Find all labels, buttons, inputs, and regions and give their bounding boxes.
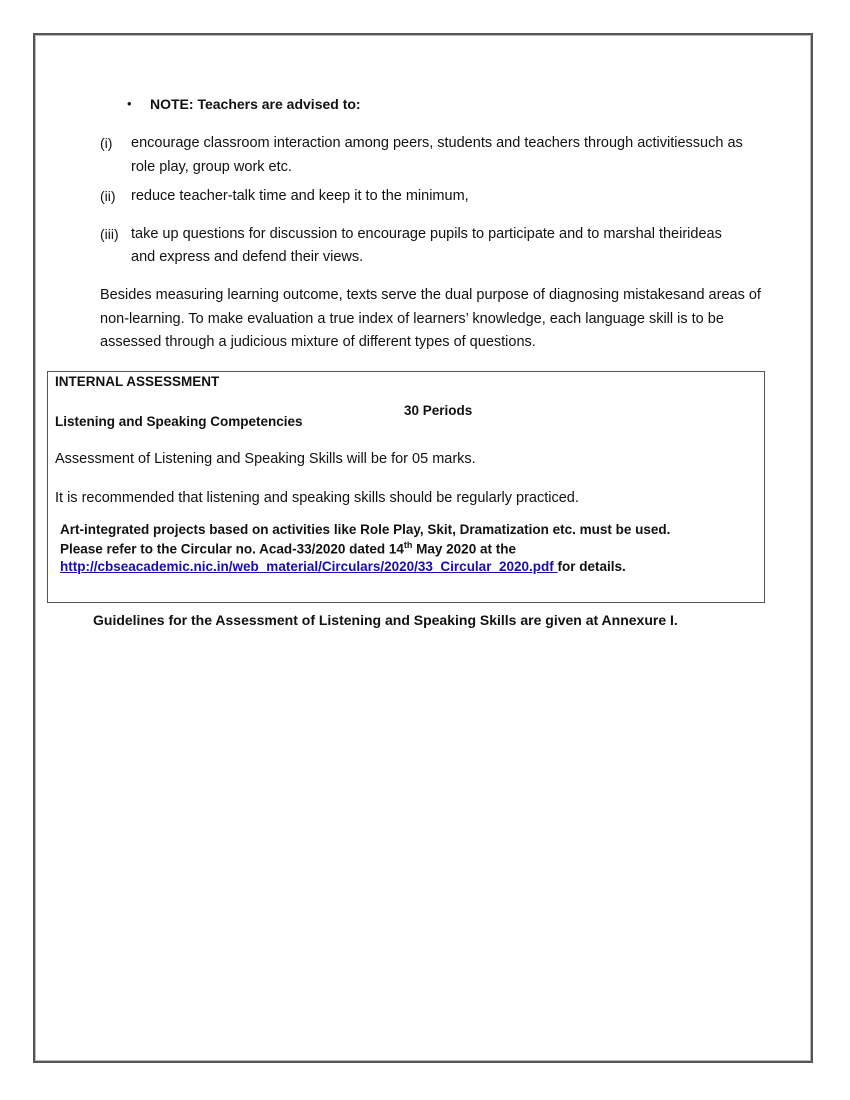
list-item-ii-line1: reduce teacher-talk time and keep it to the minimum, xyxy=(131,188,469,204)
list-item-iii-line2: and express and defend their views. xyxy=(131,249,364,265)
paragraph-line: Besides measuring learning outcome, texts serve the dual purpose of diagnosing mistakesand areas of xyxy=(100,287,761,303)
practice-line: It is recommended that listening and speaking skills should be regularly practiced. xyxy=(55,490,579,506)
list-item-i-line1: encourage classroom interaction among peers, students and teachers through activitiessuch as xyxy=(131,135,743,151)
list-number-ii: (ii) xyxy=(100,188,116,204)
marks-line: Assessment of Listening and Speaking Skills will be for 05 marks. xyxy=(55,451,476,467)
internal-assessment-title: INTERNAL ASSESSMENT xyxy=(55,374,220,389)
link-suffix: for details. xyxy=(557,559,626,574)
circular-reference-suffix: May 2020 at the xyxy=(412,541,516,557)
circular-pdf-link[interactable]: http://cbseacademic.nic.in/web_material/Circulars/2020/33_Circular_2020.pdf xyxy=(60,559,558,574)
paragraph-line: non-learning. To make evaluation a true index of learners’ knowledge, each language skill is to be xyxy=(100,310,724,327)
circular-reference-line xyxy=(60,540,516,557)
note-bullet: • xyxy=(127,96,132,111)
evaluation-paragraph xyxy=(100,284,800,355)
list-item-i-line2: role play, group work etc. xyxy=(131,159,292,175)
art-projects-line: Art-integrated projects based on activities like Role Play, Skit, Dramatization etc. must be used. xyxy=(60,522,671,537)
list-item-iii-line1: take up questions for discussion to encourage pupils to participate and to marshal theirideas xyxy=(131,226,722,242)
paragraph-line: assessed through a judicious mixture of different types of questions. xyxy=(100,334,536,350)
guidelines-annexure-note: Guidelines for the Assessment of Listening and Speaking Skills are given at Annexure I. xyxy=(93,612,678,628)
list-number-i: (i) xyxy=(100,135,113,151)
date-ordinal-suffix: th xyxy=(403,540,413,550)
circular-reference-prefix: Please refer to the Circular no. Acad-33/2020 dated 14 xyxy=(60,541,404,557)
note-heading: NOTE: Teachers are advised to: xyxy=(150,96,361,112)
circular-link-line xyxy=(60,559,626,574)
competencies-subtitle: Listening and Speaking Competencies xyxy=(55,414,303,429)
periods-label: 30 Periods xyxy=(404,403,473,418)
list-number-iii: (iii) xyxy=(100,226,119,242)
